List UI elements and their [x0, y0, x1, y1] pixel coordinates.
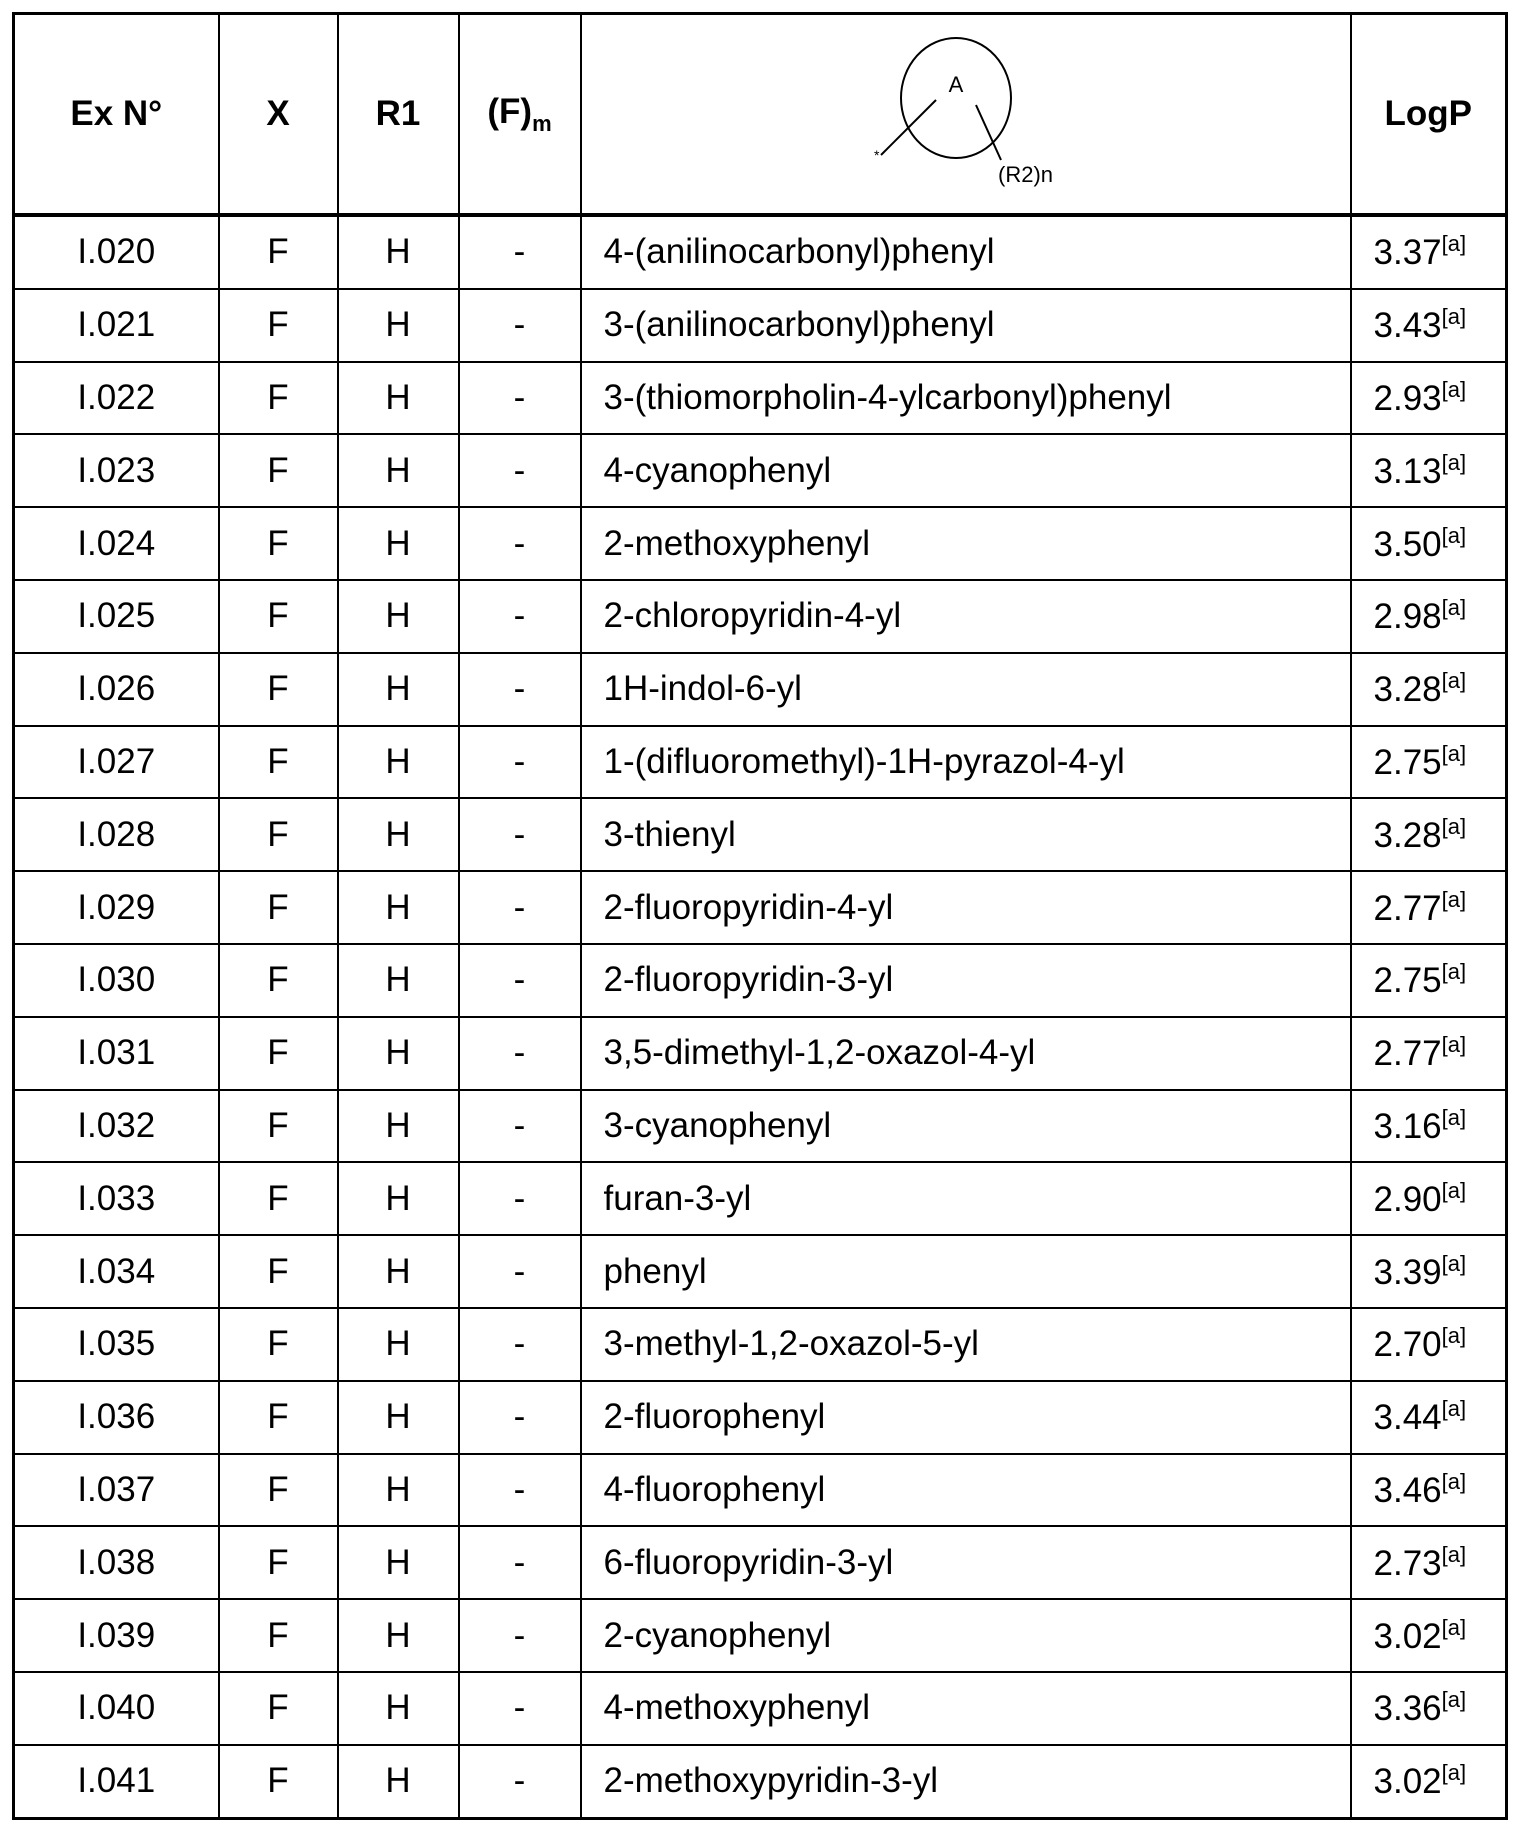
footnote-mark: [a] — [1442, 1469, 1466, 1494]
cell-ex: I.040 — [14, 1672, 219, 1745]
table-row — [14, 798, 1507, 871]
table-row — [14, 1308, 1507, 1381]
footnote-mark: [a] — [1442, 668, 1466, 693]
cell-logp — [1351, 289, 1507, 362]
cell-logp — [1351, 1745, 1507, 1818]
cell-x: F — [219, 726, 338, 799]
cell-ex: I.030 — [14, 944, 219, 1017]
ring-r2: (R2)n — [998, 162, 1053, 187]
cell-r1: H — [338, 1381, 459, 1454]
table-row — [14, 1017, 1507, 1090]
cell-x: F — [219, 1599, 338, 1672]
cell-f: - — [459, 653, 581, 726]
table-row — [14, 1526, 1507, 1599]
footnote-mark: [a] — [1442, 304, 1466, 329]
compound-table — [12, 12, 1508, 1820]
cell-ring: 4-cyanophenyl — [581, 434, 1351, 507]
cell-f: - — [459, 1599, 581, 1672]
footnote-mark: [a] — [1442, 1251, 1466, 1276]
cell-r1: H — [338, 1599, 459, 1672]
cell-r1: H — [338, 289, 459, 362]
cell-logp — [1351, 580, 1507, 653]
cell-ex: I.020 — [14, 215, 219, 289]
cell-ex: I.027 — [14, 726, 219, 799]
cell-ex: I.025 — [14, 580, 219, 653]
cell-ex: I.037 — [14, 1454, 219, 1527]
header-f-text: (F) — [487, 92, 532, 131]
logp-value: 3.39 — [1374, 1253, 1442, 1292]
cell-f: - — [459, 1162, 581, 1235]
cell-ex: I.024 — [14, 507, 219, 580]
cell-x: F — [219, 871, 338, 944]
cell-r1: H — [338, 944, 459, 1017]
cell-ring: 6-fluoropyridin-3-yl — [581, 1526, 1351, 1599]
cell-x: F — [219, 289, 338, 362]
cell-ex: I.029 — [14, 871, 219, 944]
cell-logp — [1351, 1672, 1507, 1745]
cell-logp — [1351, 1090, 1507, 1163]
logp-value: 2.93 — [1374, 379, 1442, 418]
cell-f: - — [459, 362, 581, 435]
cell-ex: I.023 — [14, 434, 219, 507]
cell-x: F — [219, 944, 338, 1017]
cell-f: - — [459, 726, 581, 799]
footnote-mark: [a] — [1442, 959, 1466, 984]
table-row — [14, 580, 1507, 653]
table-row — [14, 726, 1507, 799]
cell-logp — [1351, 1599, 1507, 1672]
footnote-mark: [a] — [1442, 814, 1466, 839]
logp-value: 3.37 — [1374, 233, 1442, 272]
header-ex: Ex N° — [14, 14, 219, 216]
footnote-mark: [a] — [1442, 231, 1466, 256]
footnote-mark: [a] — [1442, 1615, 1466, 1640]
logp-value: 3.13 — [1374, 452, 1442, 491]
cell-f: - — [459, 1454, 581, 1527]
cell-r1: H — [338, 1526, 459, 1599]
cell-x: F — [219, 1745, 338, 1818]
cell-logp — [1351, 726, 1507, 799]
logp-value: 2.90 — [1374, 1180, 1442, 1219]
footnote-mark: [a] — [1442, 887, 1466, 912]
logp-value: 2.98 — [1374, 597, 1442, 636]
cell-x: F — [219, 798, 338, 871]
footnote-mark: [a] — [1442, 1687, 1466, 1712]
cell-f: - — [459, 1381, 581, 1454]
cell-ex: I.035 — [14, 1308, 219, 1381]
cell-logp — [1351, 1308, 1507, 1381]
cell-x: F — [219, 507, 338, 580]
table-row — [14, 362, 1507, 435]
footnote-mark: [a] — [1442, 1178, 1466, 1203]
cell-r1: H — [338, 1308, 459, 1381]
cell-f: - — [459, 1090, 581, 1163]
cell-x: F — [219, 362, 338, 435]
cell-f: - — [459, 507, 581, 580]
cell-ex: I.021 — [14, 289, 219, 362]
cell-f: - — [459, 1672, 581, 1745]
header-logp: LogP — [1351, 14, 1507, 216]
logp-value: 3.28 — [1374, 670, 1442, 709]
cell-ring: 3,5-dimethyl-1,2-oxazol-4-yl — [581, 1017, 1351, 1090]
cell-ring: 3-(thiomorpholin-4-ylcarbonyl)phenyl — [581, 362, 1351, 435]
footnote-mark: [a] — [1442, 523, 1466, 548]
cell-x: F — [219, 653, 338, 726]
table-row — [14, 1235, 1507, 1308]
cell-ring: phenyl — [581, 1235, 1351, 1308]
table-row — [14, 1454, 1507, 1527]
header-f-sub: m — [532, 111, 552, 136]
logp-value: 3.36 — [1374, 1689, 1442, 1728]
footnote-mark: [a] — [1442, 1323, 1466, 1348]
cell-r1: H — [338, 1745, 459, 1818]
cell-ex: I.036 — [14, 1381, 219, 1454]
logp-value: 2.73 — [1374, 1544, 1442, 1583]
cell-logp — [1351, 798, 1507, 871]
cell-ring: 4-fluorophenyl — [581, 1454, 1351, 1527]
cell-logp — [1351, 871, 1507, 944]
cell-r1: H — [338, 1090, 459, 1163]
cell-x: F — [219, 1454, 338, 1527]
cell-r1: H — [338, 434, 459, 507]
cell-ex: I.041 — [14, 1745, 219, 1818]
cell-logp — [1351, 1162, 1507, 1235]
cell-f: - — [459, 1308, 581, 1381]
cell-ex: I.032 — [14, 1090, 219, 1163]
cell-f: - — [459, 1745, 581, 1818]
cell-ring: 2-methoxyphenyl — [581, 507, 1351, 580]
ring-label: A — [948, 72, 963, 97]
cell-ring: 2-methoxypyridin-3-yl — [581, 1745, 1351, 1818]
table-row — [14, 215, 1507, 289]
cell-ring: 2-fluorophenyl — [581, 1381, 1351, 1454]
table-row — [14, 434, 1507, 507]
footnote-mark: [a] — [1442, 1760, 1466, 1785]
cell-logp — [1351, 653, 1507, 726]
header-f — [459, 14, 581, 216]
cell-x: F — [219, 1381, 338, 1454]
cell-r1: H — [338, 1017, 459, 1090]
cell-ring: furan-3-yl — [581, 1162, 1351, 1235]
header-row — [14, 14, 1507, 216]
cell-f: - — [459, 1526, 581, 1599]
cell-r1: H — [338, 798, 459, 871]
cell-ring: 2-chloropyridin-4-yl — [581, 580, 1351, 653]
logp-value: 3.50 — [1374, 525, 1442, 564]
cell-f: - — [459, 580, 581, 653]
cell-r1: H — [338, 871, 459, 944]
cell-f: - — [459, 215, 581, 289]
cell-x: F — [219, 1308, 338, 1381]
header-r1: R1 — [338, 14, 459, 216]
cell-x: F — [219, 1162, 338, 1235]
cell-logp — [1351, 1526, 1507, 1599]
footnote-mark: [a] — [1442, 1105, 1466, 1130]
table-row — [14, 1381, 1507, 1454]
header-x: X — [219, 14, 338, 216]
cell-logp — [1351, 362, 1507, 435]
cell-ring: 3-methyl-1,2-oxazol-5-yl — [581, 1308, 1351, 1381]
cell-ring: 4-methoxyphenyl — [581, 1672, 1351, 1745]
cell-ring: 2-fluoropyridin-3-yl — [581, 944, 1351, 1017]
logp-value: 2.70 — [1374, 1325, 1442, 1364]
cell-ex: I.026 — [14, 653, 219, 726]
cell-x: F — [219, 1672, 338, 1745]
table-row — [14, 1745, 1507, 1818]
cell-ex: I.033 — [14, 1162, 219, 1235]
cell-logp — [1351, 507, 1507, 580]
footnote-mark: [a] — [1442, 741, 1466, 766]
cell-f: - — [459, 434, 581, 507]
table-row — [14, 1599, 1507, 1672]
cell-f: - — [459, 944, 581, 1017]
footnote-mark: [a] — [1442, 1396, 1466, 1421]
cell-logp — [1351, 944, 1507, 1017]
cell-r1: H — [338, 580, 459, 653]
cell-x: F — [219, 1526, 338, 1599]
logp-value: 3.02 — [1374, 1617, 1442, 1656]
table-row — [14, 1162, 1507, 1235]
cell-ring: 1H-indol-6-yl — [581, 653, 1351, 726]
footnote-mark: [a] — [1442, 450, 1466, 475]
logp-value: 3.16 — [1374, 1107, 1442, 1146]
table-row — [14, 1672, 1507, 1745]
cell-r1: H — [338, 726, 459, 799]
table-row — [14, 507, 1507, 580]
cell-ex: I.034 — [14, 1235, 219, 1308]
cell-f: - — [459, 289, 581, 362]
cell-ring: 2-cyanophenyl — [581, 1599, 1351, 1672]
cell-f: - — [459, 1235, 581, 1308]
logp-value: 3.44 — [1374, 1398, 1442, 1437]
cell-ex: I.038 — [14, 1526, 219, 1599]
header-ring-structure — [581, 14, 1351, 216]
footnote-mark: [a] — [1442, 1542, 1466, 1567]
cell-r1: H — [338, 1162, 459, 1235]
table-row — [14, 289, 1507, 362]
table-row — [14, 871, 1507, 944]
cell-x: F — [219, 215, 338, 289]
cell-logp — [1351, 1017, 1507, 1090]
cell-ring: 3-(anilinocarbonyl)phenyl — [581, 289, 1351, 362]
cell-logp — [1351, 434, 1507, 507]
logp-value: 3.43 — [1374, 306, 1442, 345]
cell-ring: 3-thienyl — [581, 798, 1351, 871]
logp-value: 2.75 — [1374, 961, 1442, 1000]
footnote-mark: [a] — [1442, 1032, 1466, 1057]
cell-x: F — [219, 1235, 338, 1308]
cell-logp — [1351, 1235, 1507, 1308]
cell-x: F — [219, 434, 338, 507]
cell-ex: I.031 — [14, 1017, 219, 1090]
logp-value: 3.28 — [1374, 816, 1442, 855]
cell-f: - — [459, 798, 581, 871]
logp-value: 2.75 — [1374, 743, 1442, 782]
table-row — [14, 1090, 1507, 1163]
cell-ring: 1-(difluoromethyl)-1H-pyrazol-4-yl — [581, 726, 1351, 799]
cell-logp — [1351, 1454, 1507, 1527]
cell-ex: I.028 — [14, 798, 219, 871]
cell-f: - — [459, 1017, 581, 1090]
cell-ring: 2-fluoropyridin-4-yl — [581, 871, 1351, 944]
cell-r1: H — [338, 1454, 459, 1527]
cell-ex: I.039 — [14, 1599, 219, 1672]
table-row — [14, 653, 1507, 726]
cell-x: F — [219, 1090, 338, 1163]
logp-value: 2.77 — [1374, 889, 1442, 928]
cell-logp — [1351, 1381, 1507, 1454]
cell-r1: H — [338, 215, 459, 289]
table-row — [14, 944, 1507, 1017]
cell-x: F — [219, 1017, 338, 1090]
cell-ex: I.022 — [14, 362, 219, 435]
logp-value: 2.77 — [1374, 1034, 1442, 1073]
cell-x: F — [219, 580, 338, 653]
footnote-mark: [a] — [1442, 377, 1466, 402]
cell-r1: H — [338, 362, 459, 435]
cell-r1: H — [338, 507, 459, 580]
ring-star: * — [874, 147, 880, 163]
cell-ring: 4-(anilinocarbonyl)phenyl — [581, 215, 1351, 289]
logp-value: 3.46 — [1374, 1471, 1442, 1510]
cell-r1: H — [338, 1672, 459, 1745]
cell-f: - — [459, 871, 581, 944]
ring-a-structure-icon — [836, 20, 1096, 200]
cell-r1: H — [338, 1235, 459, 1308]
logp-value: 3.02 — [1374, 1762, 1442, 1801]
footnote-mark: [a] — [1442, 595, 1466, 620]
cell-logp — [1351, 215, 1507, 289]
cell-r1: H — [338, 653, 459, 726]
cell-ring: 3-cyanophenyl — [581, 1090, 1351, 1163]
